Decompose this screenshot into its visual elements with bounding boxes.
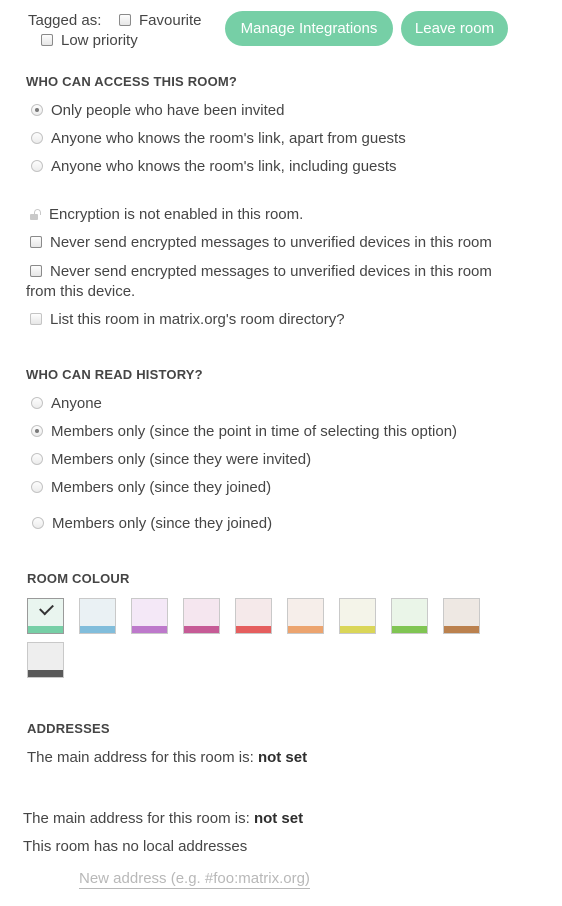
room-colour-swatch-5[interactable] — [235, 598, 272, 634]
history-heading: WHO CAN READ HISTORY? — [26, 367, 203, 382]
swatch-primary — [28, 643, 63, 670]
favourite-label: Favourite — [139, 12, 202, 29]
swatch-accent — [288, 626, 323, 634]
swatch-accent — [132, 626, 167, 634]
access-radio-invited[interactable] — [31, 104, 43, 116]
favourite-checkbox[interactable] — [119, 14, 131, 26]
swatch-accent — [184, 626, 219, 634]
room-colour-swatch-7[interactable] — [339, 598, 376, 634]
swatch-primary — [444, 599, 479, 626]
main-address-value-2: not set — [253, 810, 304, 827]
no-local-addresses: This room has no local addresses — [23, 838, 248, 855]
swatch-accent — [236, 626, 271, 634]
history-radio-since-selecting[interactable] — [31, 425, 43, 437]
never-send-unverified-device-label-line1: Never send encrypted messages to unverified devices in this room — [50, 263, 492, 280]
encryption-status: Encryption is not enabled in this room. — [49, 206, 304, 223]
swatch-accent — [444, 626, 479, 634]
unlocked-padlock-icon — [30, 214, 38, 220]
access-radio-link-guests[interactable] — [31, 160, 43, 172]
never-send-unverified-device-label-line2: from this device. — [26, 283, 136, 300]
history-option-anyone: Anyone — [51, 395, 102, 412]
swatch-primary — [340, 599, 375, 626]
room-colour-swatch-2[interactable] — [79, 598, 116, 634]
access-option-link-no-guests: Anyone who knows the room's link, apart from guests — [51, 130, 406, 147]
main-address-line-2 — [23, 810, 303, 828]
access-option-invited: Only people who have been invited — [51, 102, 285, 119]
history-option-since-joined: Members only (since they joined) — [51, 479, 272, 496]
room-colour-swatch-10[interactable] — [27, 642, 64, 678]
access-option-link-guests: Anyone who knows the room's link, including guests — [51, 158, 397, 175]
swatch-primary — [80, 599, 115, 626]
swatch-primary — [132, 599, 167, 626]
main-address-label: The main address for this room is: — [27, 749, 254, 766]
low-priority-label: Low priority — [61, 32, 138, 49]
room-colour-swatch-8[interactable] — [391, 598, 428, 634]
room-colour-swatch-1[interactable] — [27, 598, 64, 634]
access-heading: WHO CAN ACCESS THIS ROOM? — [26, 74, 238, 89]
history-radio-since-joined[interactable] — [31, 481, 43, 493]
room-colour-swatch-4[interactable] — [183, 598, 220, 634]
never-send-unverified-checkbox[interactable] — [30, 236, 42, 248]
directory-label: List this room in matrix.org's room directory? — [50, 311, 345, 328]
main-address-line — [27, 749, 307, 767]
tagged-as-label: Tagged as: — [28, 12, 102, 29]
swatch-primary — [236, 599, 271, 626]
leave-room-button[interactable]: Leave room — [401, 11, 508, 46]
swatch-primary — [184, 599, 219, 626]
swatch-primary — [288, 599, 323, 626]
room-colour-heading: ROOM COLOUR — [27, 571, 130, 586]
room-colour-swatch-3[interactable] — [131, 598, 168, 634]
room-colour-swatch-9[interactable] — [443, 598, 480, 634]
history-option-since-selecting: Members only (since the point in time of selecting this option) — [51, 423, 458, 440]
history-radio-since-invited[interactable] — [31, 453, 43, 465]
swatch-accent — [28, 670, 63, 678]
history-option-since-joined-2: Members only (since they joined) — [52, 515, 273, 532]
history-option-since-invited: Members only (since they were invited) — [51, 451, 312, 468]
never-send-unverified-device-checkbox[interactable] — [30, 265, 42, 277]
swatch-accent — [28, 626, 63, 634]
main-address-label-2: The main address for this room is: — [23, 810, 250, 827]
history-radio-since-joined-2[interactable] — [32, 517, 44, 529]
manage-integrations-button[interactable]: Manage Integrations — [225, 11, 393, 46]
access-radio-link-no-guests[interactable] — [31, 132, 43, 144]
swatch-accent — [392, 626, 427, 634]
history-radio-anyone[interactable] — [31, 397, 43, 409]
swatch-accent — [340, 626, 375, 634]
room-colour-swatch-6[interactable] — [287, 598, 324, 634]
addresses-heading: ADDRESSES — [27, 721, 110, 736]
main-address-value: not set — [257, 749, 308, 766]
directory-checkbox[interactable] — [30, 313, 42, 325]
swatch-accent — [80, 626, 115, 634]
low-priority-checkbox[interactable] — [41, 34, 53, 46]
swatch-primary — [392, 599, 427, 626]
never-send-unverified-label: Never send encrypted messages to unverified devices in this room — [50, 234, 492, 251]
room-colour-swatches — [27, 598, 497, 680]
new-address-input[interactable]: New address (e.g. #foo:matrix.org) — [79, 870, 310, 887]
